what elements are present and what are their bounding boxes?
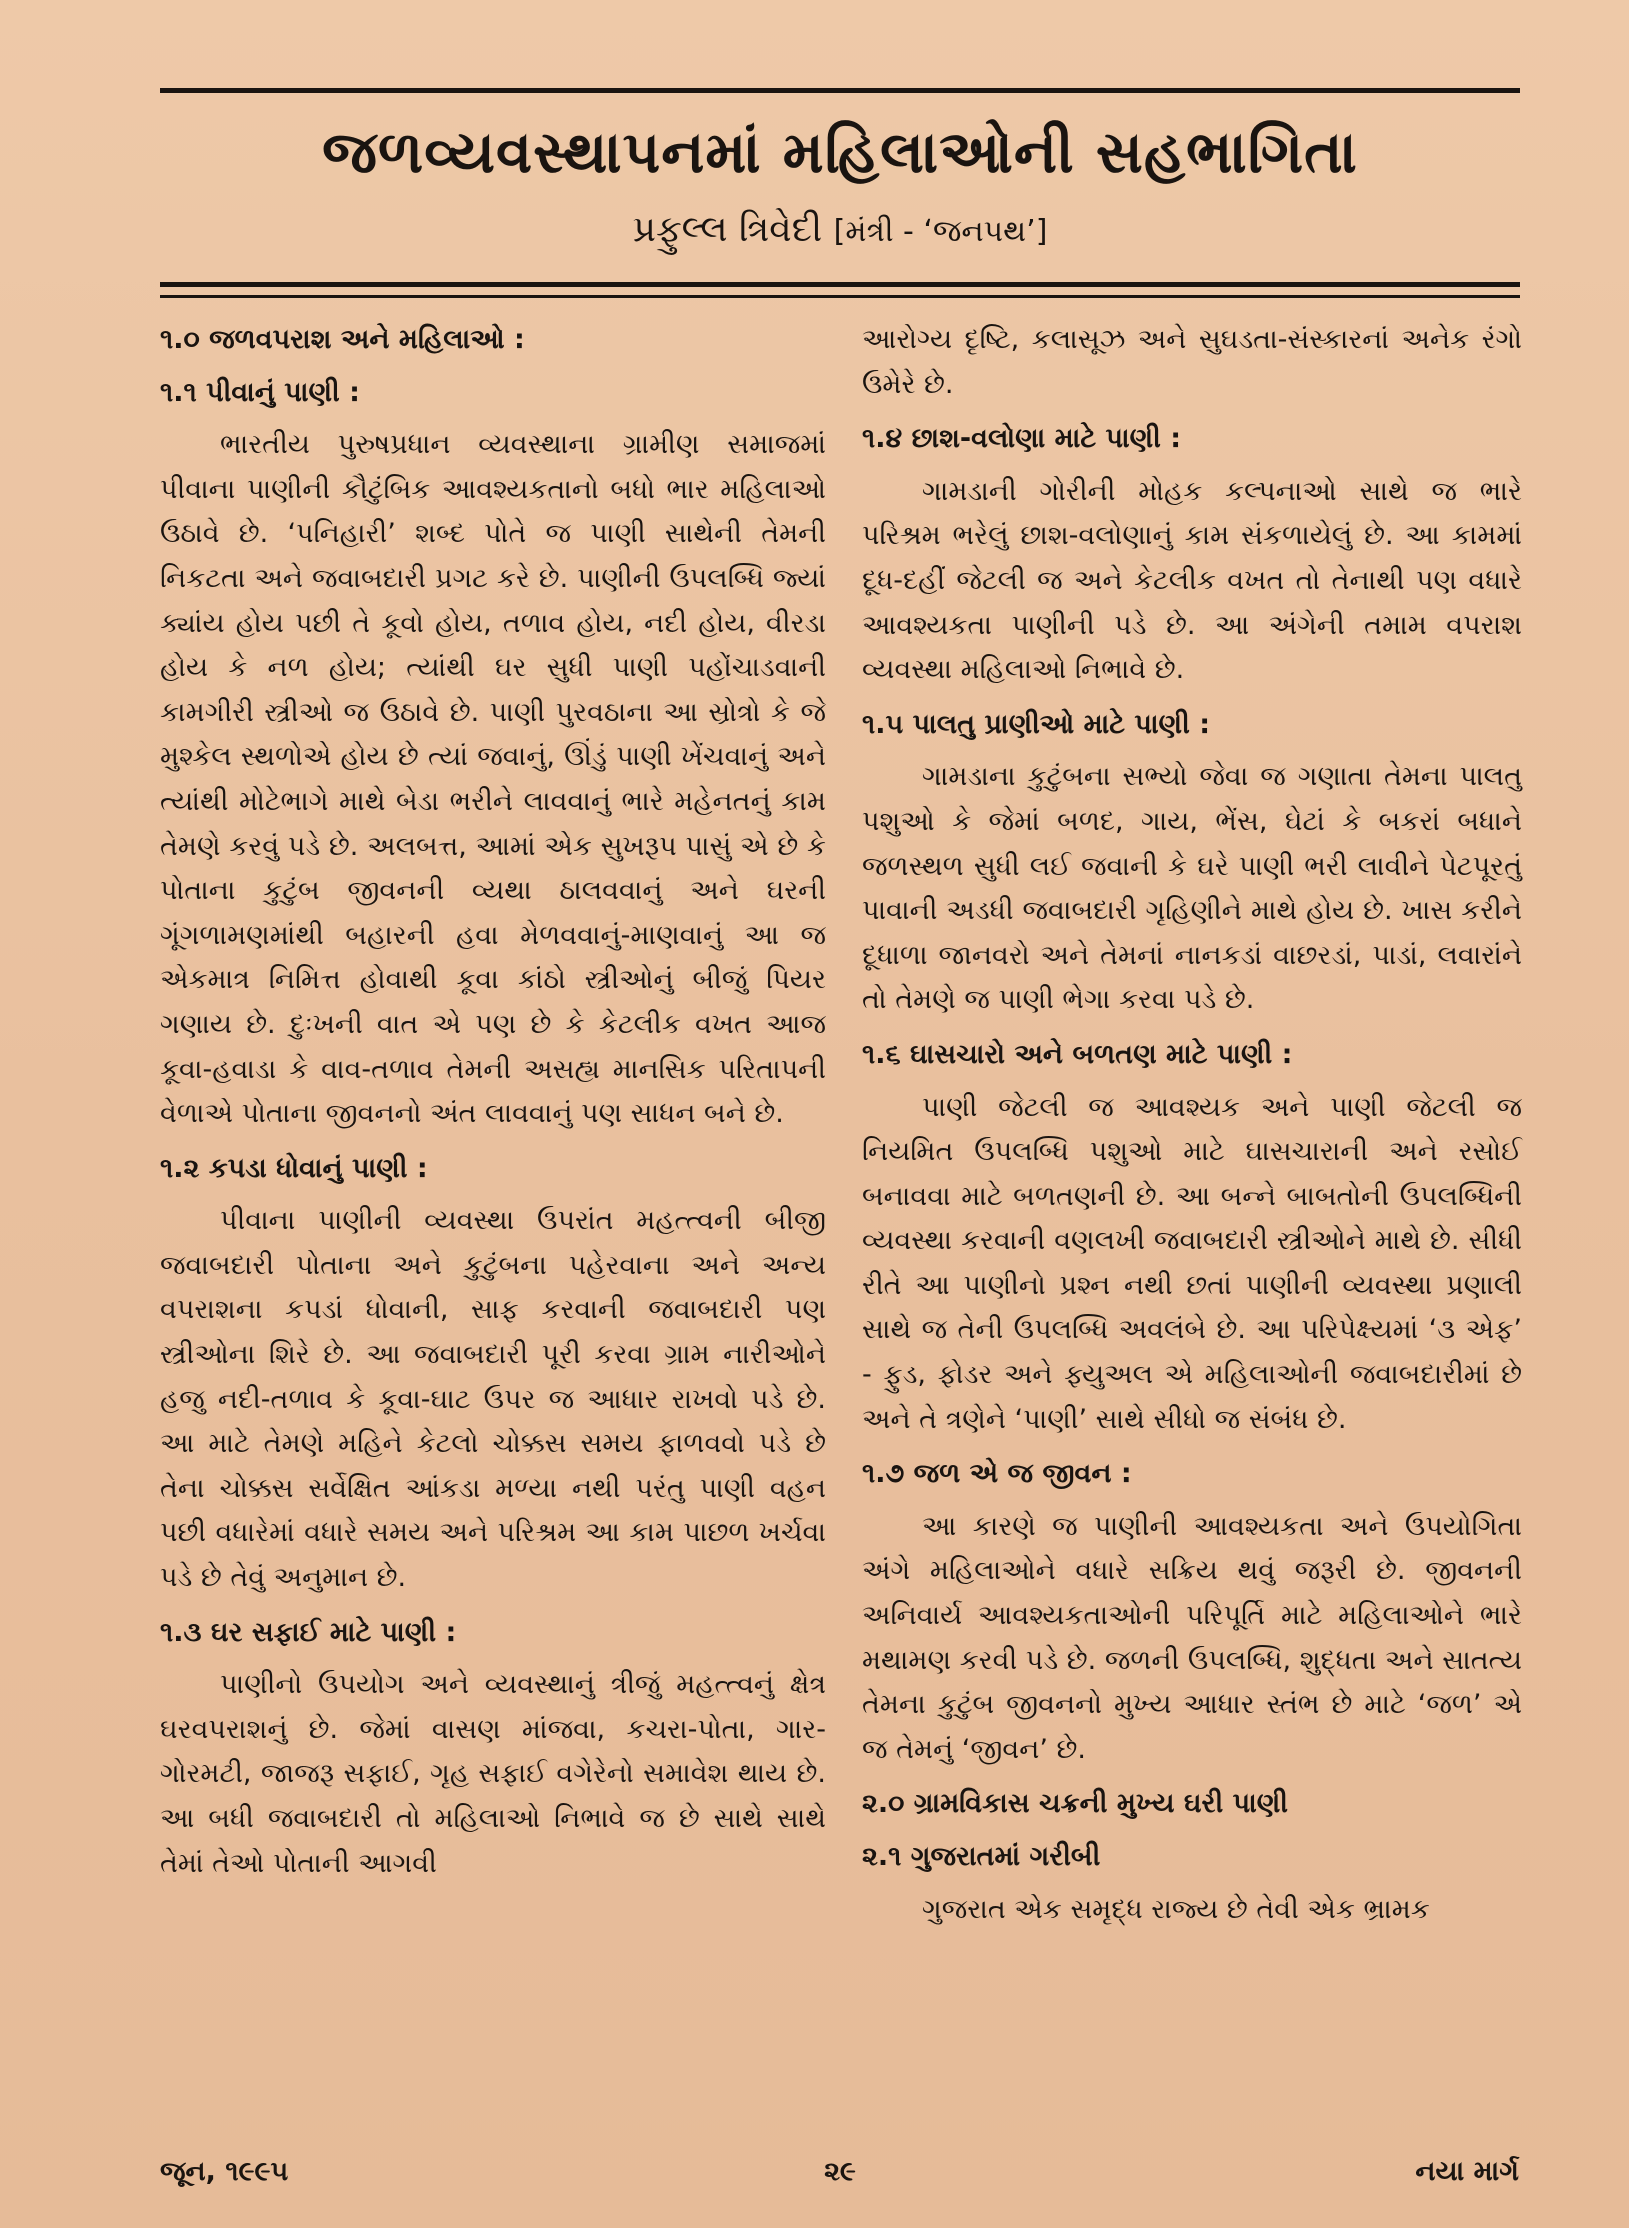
paragraph: પાણી જેટલી જ આવશ્યક અને પાણી જેટલી જ નિયમિત ઉપલબ્ધિ પશુઓ માટે ઘાસચારાની અને રસોઈ બનાવવા માટે બળતણની છે. આ બન્ને બાબતોની ઉપલબ્ધિની વ્યવસ્થા કરવાની વણલખી જવાબદારી સ્ત્રીઓને માથે છે. સીધી રીતે આ પાણીનો પ્રશ્ન નથી છતાં પાણીની વ્યવસ્થા પ્રણાલી સાથે જ તેની ઉપલબ્ધિ અવલંબે છે. આ પરિપેક્ષ્યમાં ‘૩ એફ’ - ફુડ, ફોડર અને ફ્યુઅલ એ મહિલાઓની જવાબદારીમાં છે અને તે ત્રણેને ‘પાણી’ સાથે સીધો જ સંબંધ છે.	[862, 1091, 1522, 1435]
paragraph: ગામડાની ગોરીની મોહક કલ્પનાઓ સાથે જ ભારે પરિશ્રમ ભરેલું છાશ-વલોણાનું કામ સંકળાયેલું છે. આ કામમાં દૂધ-દહીં જેટલી જ અને કેટલીક વખત તો તેનાથી પણ વધારે આવશ્યકતા પાણીની પડે છે. આ અંગેની તમામ વપરાશ વ્યવસ્થા મહિલાઓ નિભાવે છે.	[862, 475, 1522, 686]
subsection-heading: ૧.૩ ઘર સફાઈ માટે પાણી :	[160, 1616, 457, 1648]
author-role: [મંત્રી - ‘જનપથ’]	[833, 214, 1048, 249]
left-column	[160, 318, 826, 1886]
page-number: ૨૯	[824, 2156, 856, 2187]
paragraph: પાણીનો ઉપયોગ અને વ્યવસ્થાનું ત્રીજું મહત્ત્વનું ક્ષેત્ર ઘરવપરાશનું છે. જેમાં વાસણ માંજવા, કચરા-પોતા, ગાર-ગોરમટી, જાજરૂ સફાઈ, ગૃહ સફાઈ વગેરેનો સમાવેશ થાય છે. આ બધી જવાબદારી તો મહિલાઓ નિભાવે જ છે સાથે સાથે તેમાં તેઓ પોતાની આગવી	[160, 1669, 826, 1879]
subsection-heading: ૨.૧ ગુજરાતમાં ગરીબી	[862, 1841, 1101, 1872]
paragraph: ગુજરાત એક સમૃદ્ધ રાજ્ય છે તેવી એક ભ્રામક	[922, 1893, 1430, 1925]
subsection-heading: ૧.૧ પીવાનું પાણી :	[160, 376, 360, 408]
paragraph: ગામડાના કુટુંબના સભ્યો જેવા જ ગણાતા તેમના પાલતુ પશુઓ કે જેમાં બળદ, ગાય, ભેંસ, ઘેટાં કે બકરાં બધાને જળસ્થળ સુધી લઈ જવાની કે ઘરે પાણી ભરી લાવીને પેટપૂરતું પાવાની અડધી જવાબદારી ગૃહિણીને માથે હોય છે. ખાસ કરીને દૂધાળા જાનવરો અને તેમનાં નાનકડાં વાછરડાં, પાડાં, લવારાંને તો તેમણે જ પાણી ભેગા કરવા પડે છે.	[862, 761, 1522, 1016]
section-heading: ૧.૦ જળવપરાશ અને મહિલાઓ :	[160, 324, 525, 355]
header-rule-thick	[160, 282, 1520, 287]
author-name: પ્રફુલ્લ ત્રિવેદી	[632, 209, 823, 250]
header-rule-thin	[160, 295, 1520, 298]
subsection-heading: ૧.૫ પાલતુ પ્રાણીઓ માટે પાણી :	[862, 708, 1211, 740]
paragraph-continued: આરોગ્ય દૃષ્ટિ, કલાસૂઝ અને સુઘડતા-સંસ્કારનાં અનેક રંગો ઉમેરે છે.	[862, 324, 1522, 400]
top-rule	[160, 88, 1520, 93]
article-title: જળવ્યવસ્થાપનમાં મહિલાઓની સહભાગિતા	[322, 118, 1358, 186]
paragraph: ભારતીય પુરુષપ્રધાન વ્યવસ્થાના ગ્રામીણ સમાજમાં પીવાના પાણીની કૌટુંબિક આવશ્યકતાનો બધો ભાર મહિલાઓ ઉઠાવે છે. ‘પનિહારી’ શબ્દ પોતે જ પાણી સાથેની તેમની નિકટતા અને જવાબદારી પ્રગટ કરે છે. પાણીની ઉપલબ્ધિ જ્યાં ક્યાંય હોય પછી તે કૂવો હોય, તળાવ હોય, નદી હોય, વીરડા હોય કે નળ હોય; ત્યાંથી ઘર સુધી પાણી પહોંચાડવાની કામગીરી સ્ત્રીઓ જ ઉઠાવે છે. પાણી પુરવઠાના આ સ્રોત્રો કે જે મુશ્કેલ સ્થળોએ હોય છે ત્યાં જવાનું, ઊંડું પાણી ખેંચવાનું અને ત્યાંથી મોટેભાગે માથે બેડા ભરીને લાવવાનું ભારે મહેનતનું કામ તેમણે કરવું પડે છે. અલબત્ત, આમાં એક સુખરૂપ પાસું એ છે કે પોતાના કુટુંબ જીવનની વ્યથા ઠાલવવાનું અને ઘરની ગૂંગળામણમાંથી બહારની હવા મેળવવાનું-માણવાનું આ જ એકમાત્ર નિમિત્ત હોવાથી કૂવા કાંઠો સ્ત્રીઓનું બીજું પિયર ગણાય છે. દુઃખની વાત એ પણ છે કે કેટલીક વખત આજ કૂવા-હવાડા કે વાવ-તળાવ તેમની અસહ્ય માનસિક પરિતાપની વેળાએ પોતાના જીવનનો અંત લાવવાનું પણ સાધન બને છે.	[160, 429, 826, 1130]
section-heading: ૨.૦ ગ્રામવિકાસ ચક્રની મુખ્ય ઘરી પાણી	[862, 1788, 1288, 1820]
subsection-heading: ૧.૨ કપડા ધોવાનું પાણી :	[160, 1152, 428, 1184]
right-column	[862, 318, 1522, 1932]
paragraph: પીવાના પાણીની વ્યવસ્થા ઉપરાંત મહત્ત્વની બીજી જવાબદારી પોતાના અને કુટુંબના પહેરવાના અને અન્ય વપરાશના કપડાં ધોવાની, સાફ કરવાની જવાબદારી પણ સ્ત્રીઓના શિરે છે. આ જવાબદારી પૂરી કરવા ગ્રામ નારીઓને હજુ નદી-તળાવ કે કૂવા-ઘાટ ઉપર જ આધાર રાખવો પડે છે. આ માટે તેમણે મહિને કેટલો ચોક્કસ સમય ફાળવવો પડે છે તેના ચોક્કસ સર્વેક્ષિત આંકડા મળ્યા નથી પરંતુ પાણી વહન પછી વધારેમાં વધારે સમય અને પરિશ્રમ આ કામ પાછળ ખર્ચવા પડે છે તેવું અનુમાન છે.	[160, 1205, 826, 1594]
author-line	[160, 205, 1520, 257]
subsection-heading: ૧.૭ જળ એ જ જીવન :	[862, 1458, 1132, 1490]
magazine-name: નયા માર્ગ	[1415, 2156, 1519, 2187]
subsection-heading: ૧.૬ ઘાસચારો અને બળતણ માટે પાણી :	[862, 1038, 1293, 1070]
subsection-heading: ૧.૪ છાશ-વલોણા માટે પાણી :	[862, 423, 1182, 455]
footer-date: જૂન, ૧૯૯૫	[160, 2156, 289, 2187]
paragraph: આ કારણે જ પાણીની આવશ્યકતા અને ઉપયોગિતા અંગે મહિલાઓને વધારે સક્રિય થવું જરૂરી છે. જીવનની અનિવાર્ય આવશ્યકતાઓની પરિપૂર્તિ માટે મહિલાઓને ભારે મથામણ કરવી પડે છે. જળની ઉપલબ્ધિ, શુદ્ધતા અને સાતત્ય તેમના કુટુંબ જીવનનો મુખ્ય આધાર સ્તંભ છે માટે ‘જળ’ એ જ તેમનું ‘જીવન’ છે.	[862, 1510, 1522, 1765]
